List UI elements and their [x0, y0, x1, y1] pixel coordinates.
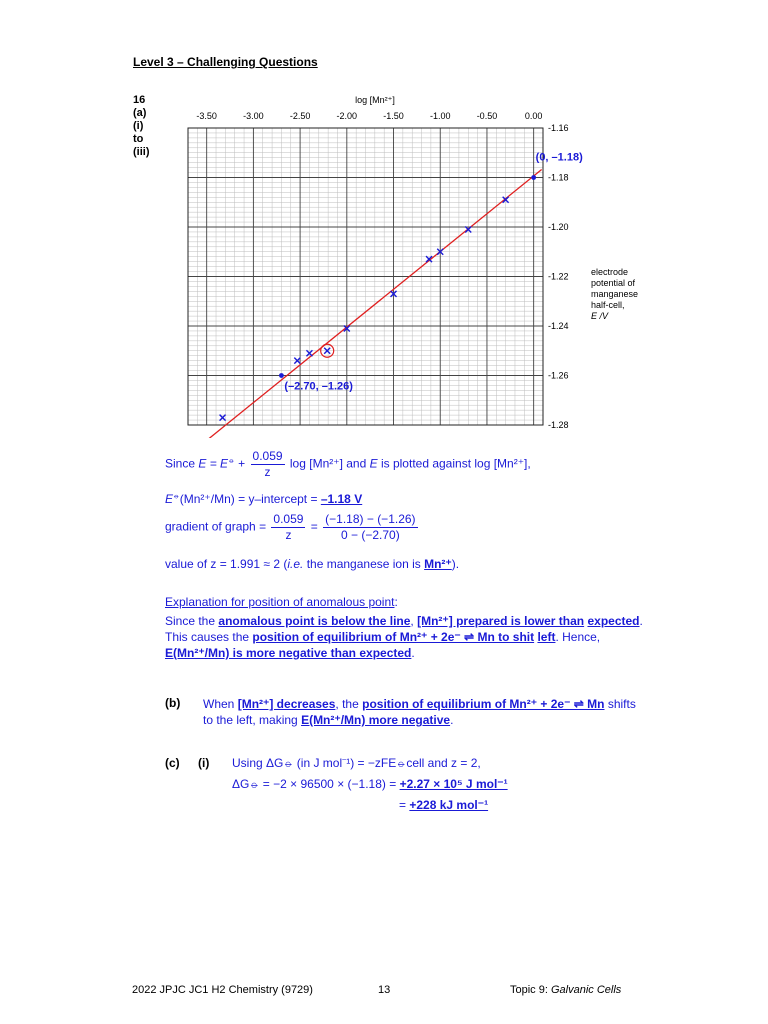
gradient-line — [165, 512, 420, 543]
part-c-line-2-value: +2.27 × 10⁵ J mol⁻¹ — [399, 777, 508, 791]
z-value-line — [165, 557, 459, 571]
z-line-mid: the manganese ion is — [306, 557, 421, 571]
potential-vs-log-conc-chart — [160, 88, 650, 438]
marked-point-label: (–2.70, –1.26) — [284, 380, 353, 393]
explanation-text: , — [410, 614, 414, 628]
since-plus: + — [238, 456, 246, 471]
question-number — [133, 94, 150, 159]
part-c-line-3-prefix: = — [399, 798, 407, 812]
part-b-key-conclusion: E(Mn²⁺/Mn) more negative — [301, 713, 451, 727]
z-line-ie: i.e. — [287, 557, 304, 571]
gradient-fraction-2 — [323, 512, 417, 543]
section-heading: Level 3 – Challenging Questions — [133, 55, 318, 69]
x-tick-label: -2.50 — [289, 111, 311, 121]
explanation-text: . — [411, 646, 415, 660]
question-label-line: (iii) — [133, 146, 150, 158]
marked-point-dot — [279, 373, 284, 378]
part-b-answer — [203, 696, 643, 728]
y-axis-label-line: electrode — [591, 267, 629, 277]
explanation-key-anomalous: anomalous point is below the line — [218, 614, 411, 628]
part-b-text: . — [450, 713, 454, 727]
y-axis-ticks — [548, 123, 569, 430]
y-tick-label: -1.20 — [548, 222, 569, 232]
part-b-text: When — [203, 697, 235, 711]
gradient-fraction-1 — [271, 512, 305, 543]
marked-point-label: (0, –1.18) — [535, 151, 583, 164]
since-formula: E = E — [198, 456, 229, 471]
y-axis-label-line: manganese — [591, 289, 639, 299]
part-c-line-2 — [232, 777, 508, 792]
question-label-line: to — [133, 133, 144, 145]
y-axis-label-line: potential of — [591, 278, 636, 288]
part-b-text: shifts to the left, making — [203, 697, 636, 727]
data-point — [220, 415, 226, 421]
explanation-text: Since the — [165, 614, 216, 628]
gradient-value-denominator: 0 − (−2.70) — [340, 528, 400, 542]
gradient-fraction-denominator: z — [285, 528, 292, 542]
y-tick-label: -1.22 — [548, 271, 569, 282]
gradient-label: gradient of graph = — [165, 519, 267, 534]
since-line: Since E = E⦵ + $\frac{0.059}{z}$ log [Mn²⁺] and E is plotted against log [Mn²⁺], — [165, 449, 531, 479]
x-axis-label: log [Mn²⁺] — [355, 95, 395, 105]
fraction-denominator: z — [264, 465, 271, 479]
marked-point-dot — [531, 175, 536, 180]
explanation-key-left: left — [537, 630, 556, 644]
fraction-numerator: 0.059 — [252, 449, 283, 463]
part-c-sub-label: (i) — [198, 756, 210, 770]
part-b-key-equilibrium: position of equilibrium of Mn²⁺ + 2e⁻ ⇌ Mn — [362, 697, 605, 711]
best-fit-line — [207, 170, 542, 439]
e-standard-line: E⦵(Mn²⁺/Mn) = y–intercept = –1.18 V — [165, 491, 363, 506]
part-c-line-3-value: +228 kJ mol⁻¹ — [409, 798, 489, 812]
question-label-line: (a) — [133, 107, 147, 119]
part-c-label: (c) — [165, 756, 180, 770]
page-number: 13 — [378, 984, 391, 996]
e-standard-rest: (Mn²⁺/Mn) = y–intercept = — [179, 492, 318, 506]
x-tick-label: -1.50 — [383, 111, 404, 121]
gradient-equals: = — [310, 519, 318, 534]
e-standard-value: –1.18 V — [320, 492, 363, 506]
z-line-end: ). — [451, 557, 460, 571]
e-standard-symbol: E — [165, 492, 174, 506]
part-c-line-2-prefix: ΔG⦵ = −2 × 96500 × (−1.18) = — [232, 777, 397, 791]
y-tick-label: -1.16 — [548, 123, 569, 133]
best-fit-line-path — [207, 170, 542, 439]
nernst-fraction — [251, 449, 285, 480]
question-label-line: 16 — [133, 94, 146, 106]
since-end: is plotted against log [Mn²⁺], — [380, 456, 531, 471]
y-tick-label: -1.18 — [548, 172, 569, 183]
x-tick-label: 0.00 — [524, 111, 543, 121]
part-c-line-1: Using ΔG⦵ (in J mol⁻¹) = −zFE⦵cell and z = 2, — [232, 756, 481, 770]
x-axis-ticks — [196, 111, 542, 121]
question-label-line: (i) — [133, 120, 144, 132]
footer-course: 2022 JPJC JC1 H2 Chemistry (9729) — [132, 984, 313, 996]
x-tick-label: -2.00 — [336, 111, 358, 121]
part-b-key-decrease: [Mn²⁺] decreases — [237, 697, 336, 711]
z-line-ion: Mn²⁺ — [424, 557, 452, 571]
y-tick-label: -1.28 — [548, 420, 569, 430]
since-prefix: Since — [165, 456, 196, 471]
explanation-title-colon: : — [394, 595, 398, 609]
footer-topic-prefix: Topic 9: — [510, 984, 548, 996]
explanation-text: . This causes the — [165, 614, 643, 644]
explanation-key-conclusion: E(Mn²⁺/Mn) is more negative than expected — [165, 646, 412, 660]
gradient-value-numerator: (−1.18) − (−1.26) — [325, 512, 416, 526]
x-tick-label: -0.50 — [476, 111, 498, 121]
part-b-text: , the — [335, 697, 359, 711]
part-b-label: (b) — [165, 696, 181, 710]
y-axis-label — [591, 267, 638, 321]
explanation-key-concentration: [Mn²⁺] prepared is lower than — [417, 614, 585, 628]
since-e-variable: E — [369, 456, 378, 471]
y-tick-label: -1.24 — [548, 321, 569, 331]
footer-topic — [510, 984, 621, 996]
gradient-fraction-numerator: 0.059 — [273, 512, 304, 526]
y-axis-label-line: half-cell, — [591, 300, 625, 310]
y-axis-label-line: E /V — [591, 311, 609, 321]
explanation-title: Explanation for position of anomalous point — [165, 595, 395, 609]
part-c-line-3 — [399, 798, 488, 812]
explanation-key-expected: expected — [587, 614, 640, 628]
explanation-key-equilibrium: position of equilibrium of Mn²⁺ + 2e⁻ ⇌ Mn to shit — [252, 630, 535, 644]
footer-topic-title: Galvanic Cells — [550, 984, 622, 996]
explanation-text: . Hence, — [555, 630, 601, 644]
explanation-block — [165, 594, 645, 661]
x-tick-label: -3.50 — [196, 111, 217, 121]
x-tick-label: -3.00 — [243, 111, 264, 121]
y-tick-label: -1.26 — [548, 370, 569, 381]
x-tick-label: -1.00 — [429, 111, 451, 121]
z-line-prefix: value of z = 1.991 ≈ 2 ( — [165, 557, 288, 571]
since-rest: log [Mn²⁺] and — [289, 456, 367, 471]
